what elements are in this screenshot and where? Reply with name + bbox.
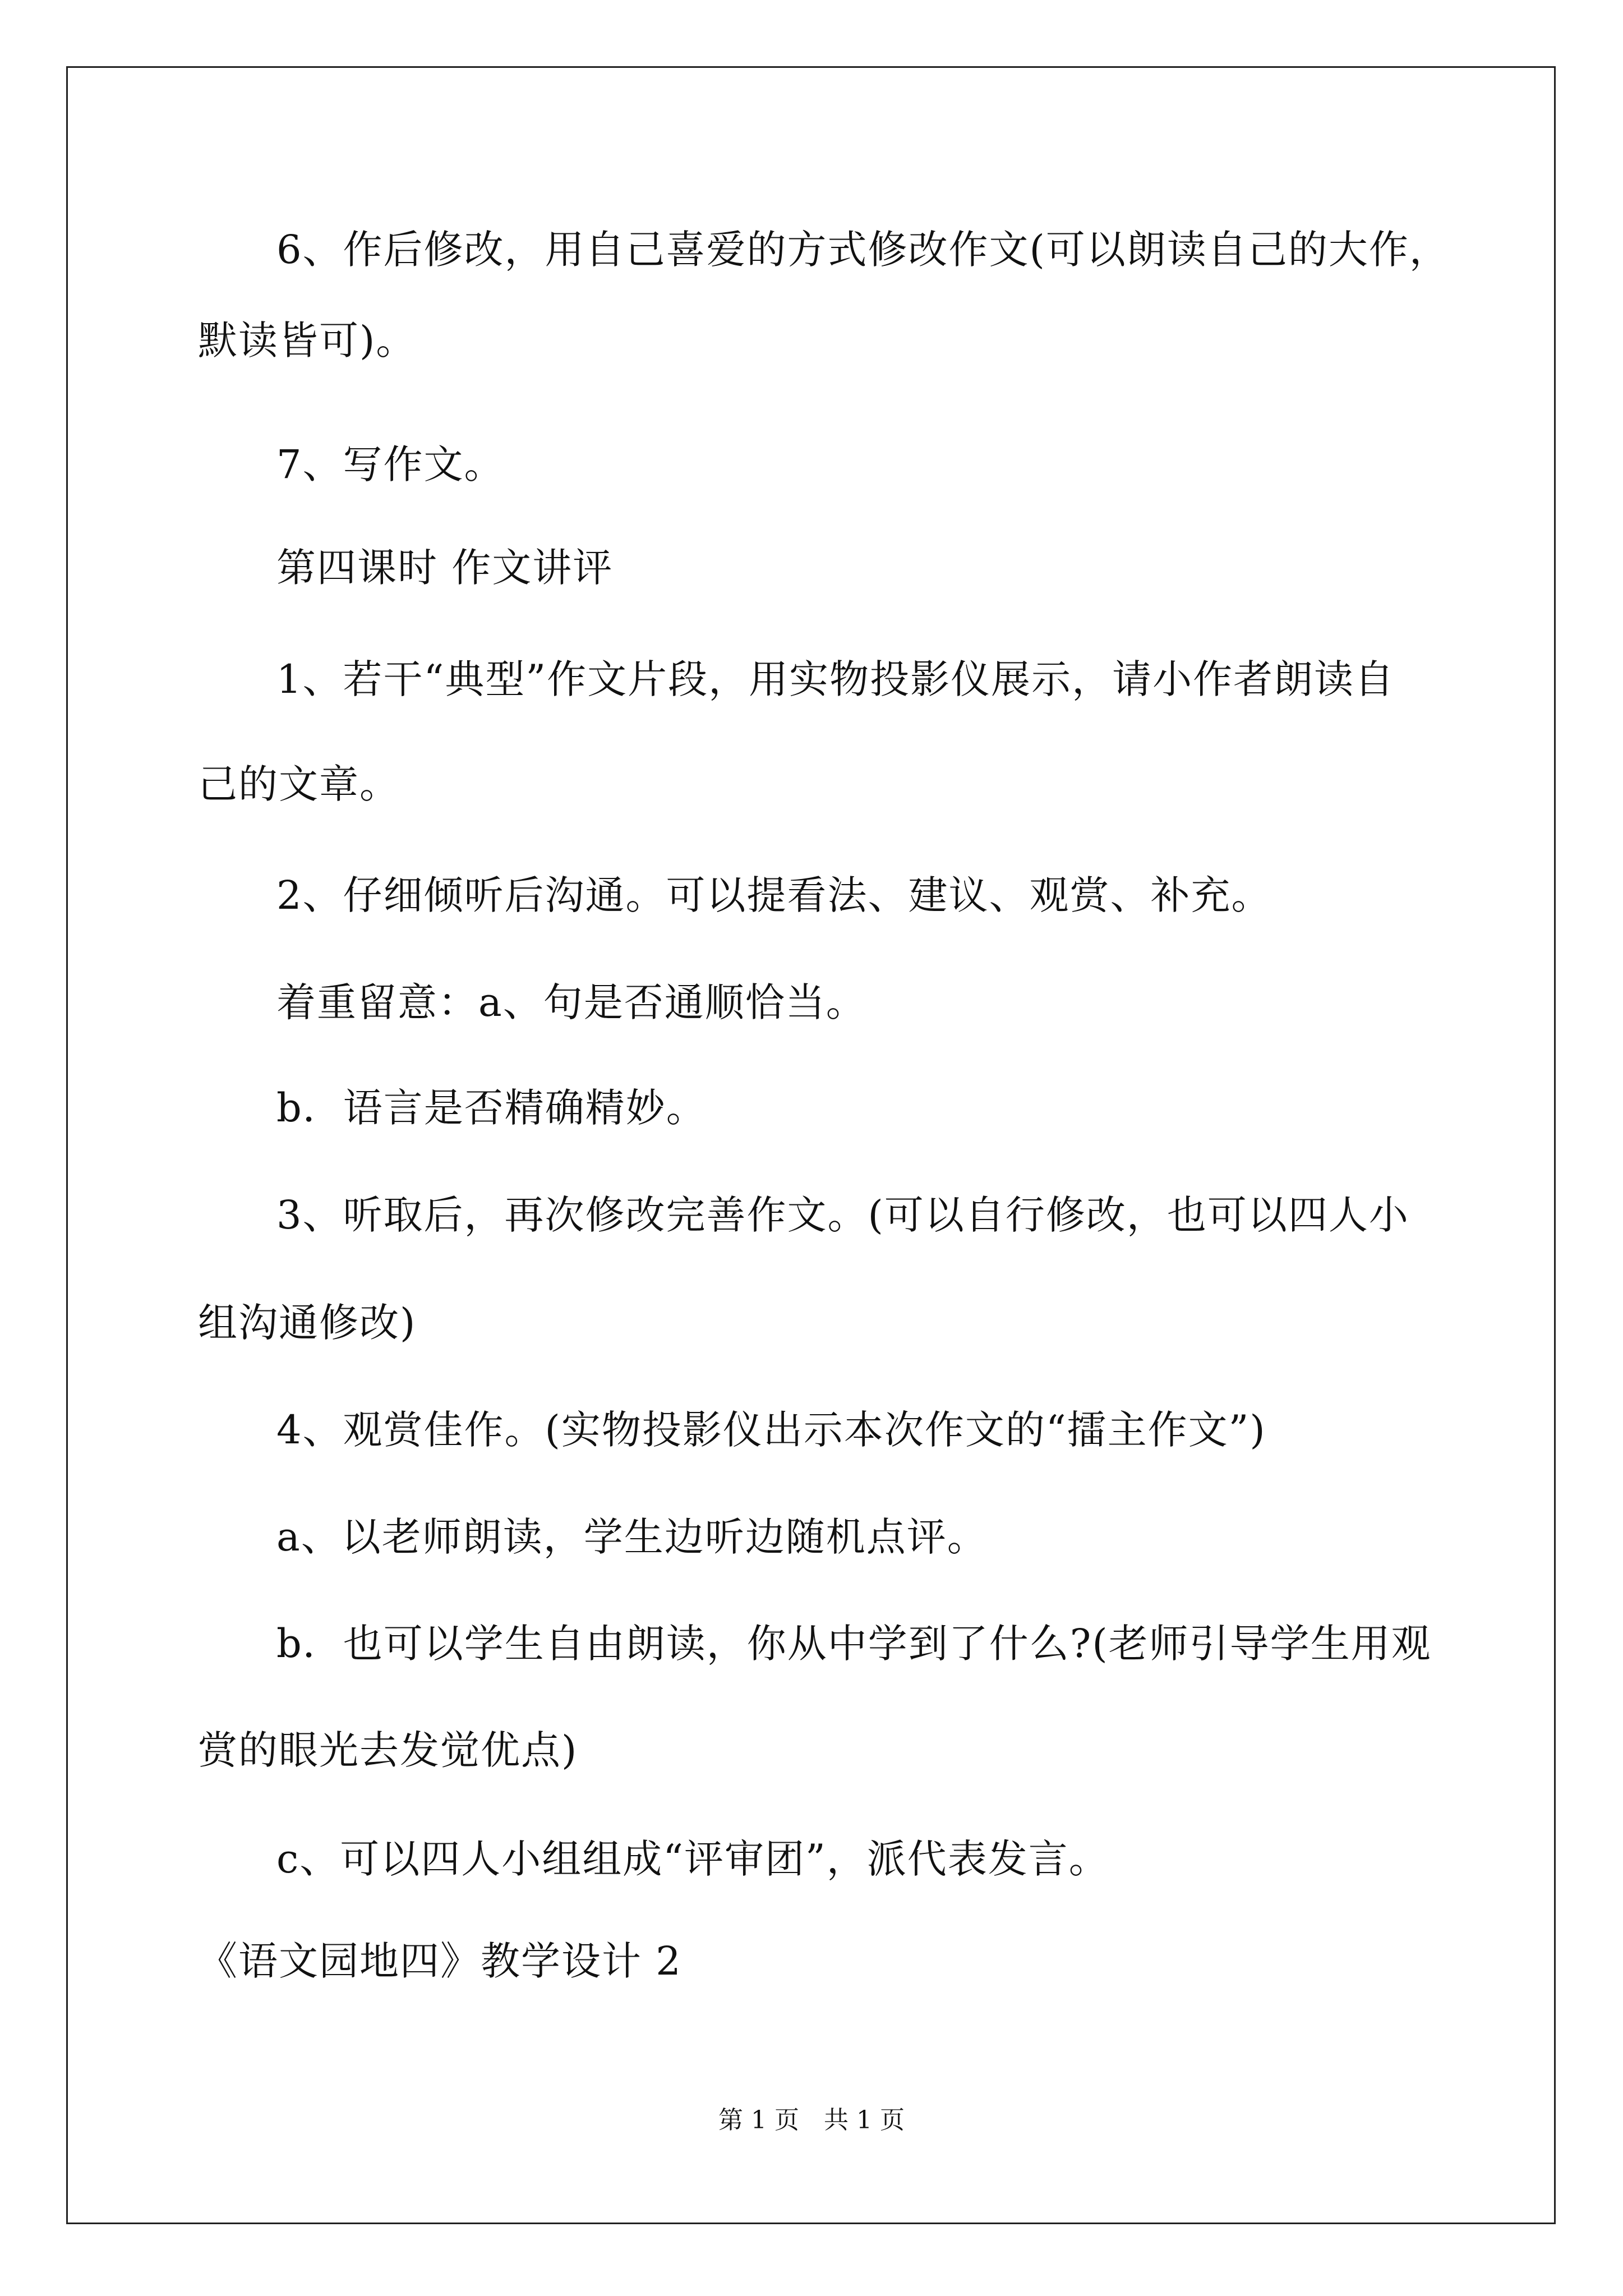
paragraph-line: a、以老师朗读，学生边听边随机点评。	[276, 1514, 988, 1560]
paragraph-line: 己的文章。	[198, 761, 400, 807]
paragraph-line: 7、写作文。	[276, 441, 505, 487]
paragraph-line: c、可以四人小组组成“评审团”，派代表发言。	[276, 1836, 1109, 1882]
paragraph-line: 着重留意：a、句是否通顺恰当。	[276, 979, 866, 1025]
paragraph-line: 组沟通修改)	[198, 1300, 417, 1346]
paragraph-line: b．也可以学生自由朗读，你从中学到了什么?(老师引导学生用观	[276, 1621, 1432, 1667]
paragraph-line: 6、作后修改，用自己喜爱的方式修改作文(可以朗读自己的大作，	[276, 227, 1450, 273]
paragraph-line: 4、观赏佳作。(实物投影仪出示本次作文的“擂主作文”)	[276, 1407, 1266, 1453]
paragraph-line: b．语言是否精确精妙。	[276, 1085, 707, 1131]
paragraph-line: 2、仔细倾听后沟通。可以提看法、建议、观赏、补充。	[276, 872, 1272, 918]
paragraph-line: 1、若干“典型”作文片段，用实物投影仪展示，请小作者朗读自	[276, 656, 1395, 702]
document-title: 《语文园地四》教学设计 2	[198, 1938, 682, 1984]
paragraph-line: 3、听取后，再次修改完善作文。(可以自行修改，也可以四人小	[276, 1192, 1409, 1238]
paragraph-line: 赏的眼光去发觉优点)	[198, 1727, 578, 1773]
page-footer: 第 1 页 共 1 页	[718, 2106, 905, 2134]
page-border	[66, 66, 1556, 2224]
section-heading: 第四课时 作文讲评	[276, 545, 614, 591]
paragraph-line: 默读皆可)。	[198, 318, 417, 364]
